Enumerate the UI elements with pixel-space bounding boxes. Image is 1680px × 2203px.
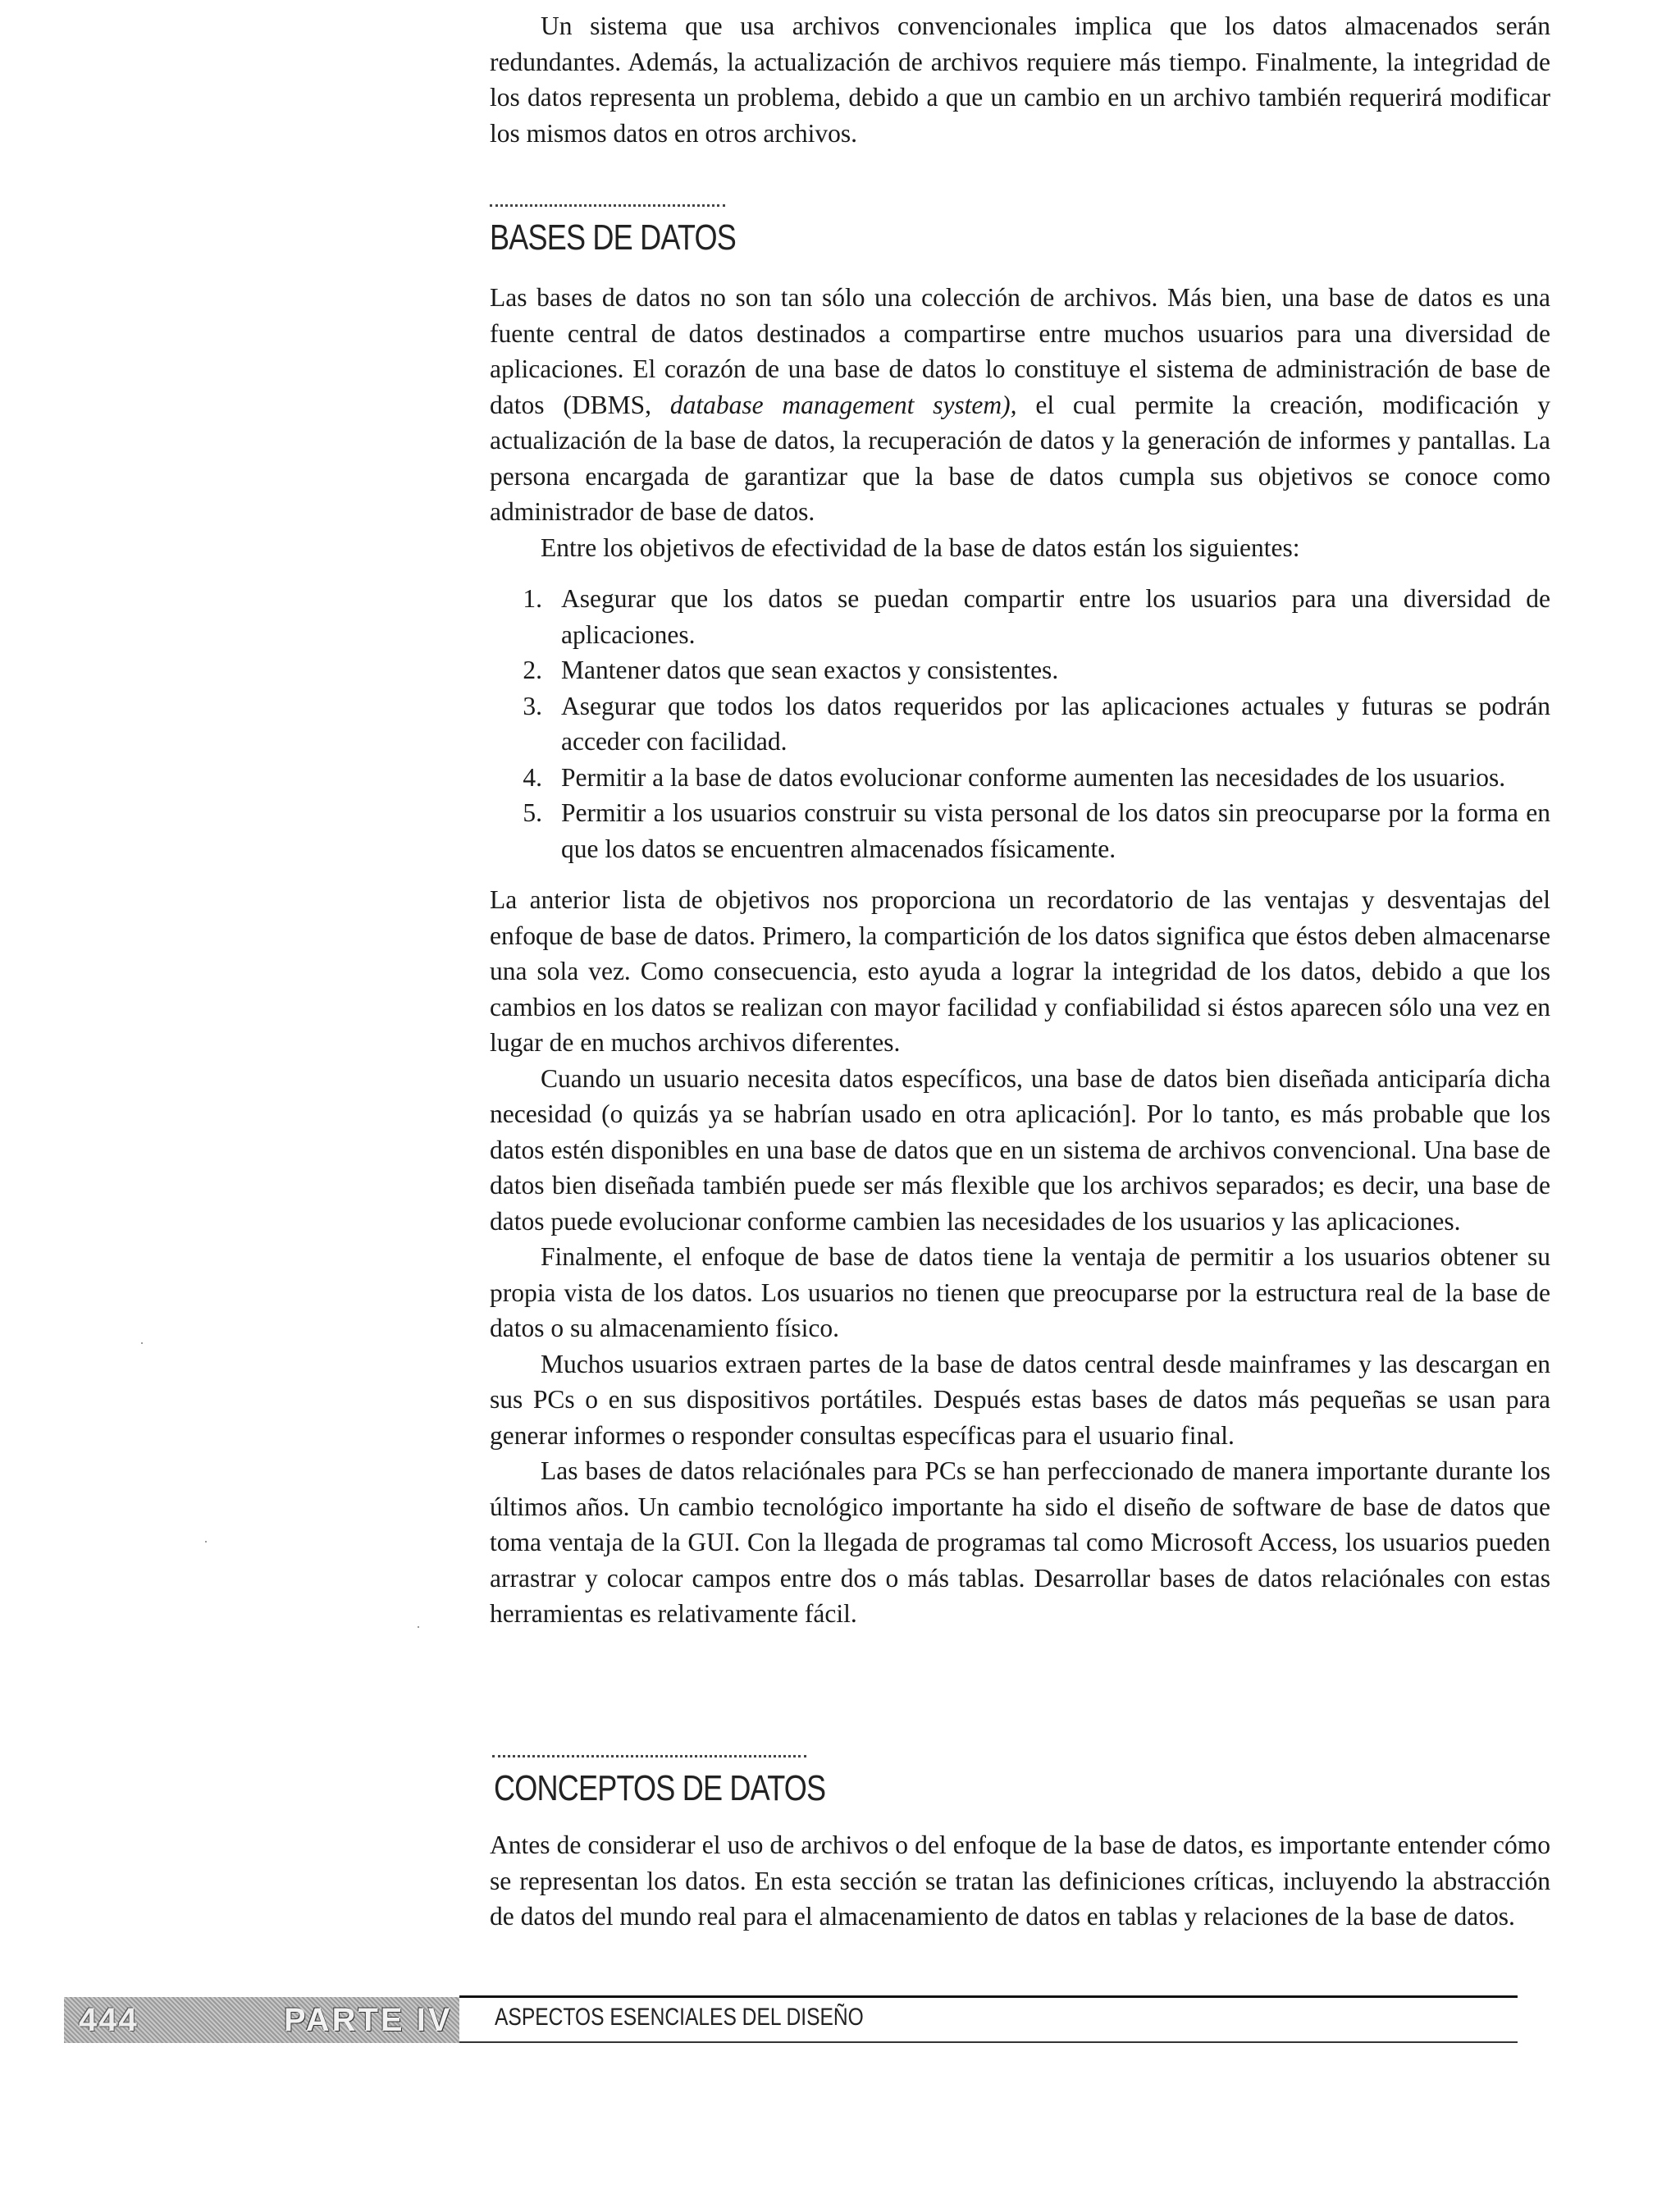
paragraph: Las bases de datos relaciónales para PCs se han perfeccionado de manera importante durante los últimos años. Un cambio tecnológico importante ha sido el diseño de software de base de datos que toma ventaja de la GUI. Con la llegada de programas tal como Microsoft Access, los usuarios pueden arrastrar y colocar campos entre dos o más tablas. Desarrollar bases de datos relaciónales con estas herramientas es relativamente fácil.: [490, 1456, 1550, 1628]
section-heading-conceptos-de-datos: CONCEPTOS DE DATOS: [494, 1768, 826, 1808]
objectives-list: [490, 581, 1550, 866]
footer-rule-bottom: [459, 2041, 1518, 2043]
list-item: 1. Asegurar que los datos se puedan compartir entre los usuarios para una diversidad de aplicaciones.: [523, 584, 1550, 649]
paragraph: Cuando un usuario necesita datos específicos, una base de datos bien diseñada anticiparía dicha necesidad (o quizás ya se habrían usado en otra aplicación]. Por lo tanto, es más probable que los datos estén disponibles en una base de datos que en un sistema de archivos convencional. Una base de datos bien diseñada también puede ser más flexible que los archivos separados; es decir, una base de datos puede evolucionar conforme cambien las necesidades de los usuarios y las aplicaciones.: [490, 1063, 1550, 1236]
running-title: ASPECTOS ESENCIALES DEL DISEÑO: [495, 2004, 864, 2031]
part-label: PARTE IV: [284, 2002, 453, 2038]
list-item: 5. Permitir a los usuarios construir su vista personal de los datos sin preocuparse por la forma en que los datos se encuentren almacenados físicamente.: [523, 798, 1550, 863]
paragraph: Antes de considerar el uso de archivos o del enfoque de la base de datos, es importante entender cómo se representan los datos. En esta sección se tratan las definiciones críticas, incluyendo la abstracción de datos del mundo real para el almacenamiento de datos en tablas y relaciones de la base de datos.: [490, 1831, 1550, 1931]
paragraph: Muchos usuarios extraen partes de la base de datos central desde mainframes y las descargan en sus PCs o en sus dispositivos portátiles. Después estas bases de datos más pequeñas se usan para generar informes o responder consultas específicas para el usuario final.: [490, 1349, 1550, 1450]
scan-speck: [418, 1626, 419, 1628]
scan-speck: [141, 1342, 143, 1344]
section-conceptos-de-datos-body: [490, 1827, 1550, 1935]
footer-part-banner: [64, 1997, 459, 2043]
section-bases-de-datos-body: [490, 280, 1550, 1632]
page-number: 444: [79, 2002, 139, 2038]
list-item: 3. Asegurar que todos los datos requeridos por las aplicaciones actuales y futuras se podrán acceder con facilidad.: [523, 691, 1550, 756]
list-item: 2. Mantener datos que sean exactos y consistentes.: [523, 656, 1059, 684]
footer-rule-top: [459, 1995, 1518, 1998]
heading-dotted-rule: [490, 204, 725, 207]
scan-speck: [205, 1541, 207, 1543]
section-heading-bases-de-datos: BASES DE DATOS: [490, 217, 736, 258]
list-item: 4. Permitir a la base de datos evolucionar conforme aumenten las necesidades de los usuarios.: [523, 762, 1506, 792]
intro-section: [490, 8, 1550, 151]
paragraph: La anterior lista de objetivos nos proporciona un recordatorio de las ventajas y desventajas del enfoque de base de datos. Primero, la compartición de los datos significa que éstos deben almacenarse una sola vez. Como consecuencia, esto ayuda a lograr la integridad de los datos, debido a que los cambios en los datos se realizan con mayor facilidad y confiabilidad si éstos aparecen sólo una vez en lugar de en muchos archivos diferentes.: [490, 885, 1550, 1057]
paragraph: Entre los objetivos de efectividad de la base de datos están los siguientes:: [541, 532, 1300, 562]
intro-paragraph: Un sistema que usa archivos convencionales implica que los datos almacenados serán redundantes. Además, la actualización de archivos requiere más tiempo. Finalmente, la integridad de los datos representa un problema, debido a que un cambio en un archivo también requerirá modificar los mismos datos en otros archivos.: [490, 11, 1550, 148]
paragraph: Las bases de datos no son tan sólo una colección de archivos. Más bien, una base de datos es una fuente central de datos destinados a compartirse entre muchos usuarios para una diversidad de aplicaciones. El corazón de una base de datos lo constituye el sistema de administración de base de datos (DBMS, database management system), el cual permite la creación, modificación y actualización de la base de datos, la recuperación de datos y la generación de informes y pantallas. La persona encargada de garantizar que la base de datos cumpla sus objetivos se conoce como administrador de base de datos.: [490, 283, 1550, 526]
paragraph: Finalmente, el enfoque de base de datos tiene la ventaja de permitir a los usuarios obtener su propia vista de los datos. Los usuarios no tienen que preocuparse por la estructura real de la base de datos o su almacenamiento físico.: [490, 1242, 1550, 1342]
heading-dotted-rule: [492, 1755, 806, 1757]
